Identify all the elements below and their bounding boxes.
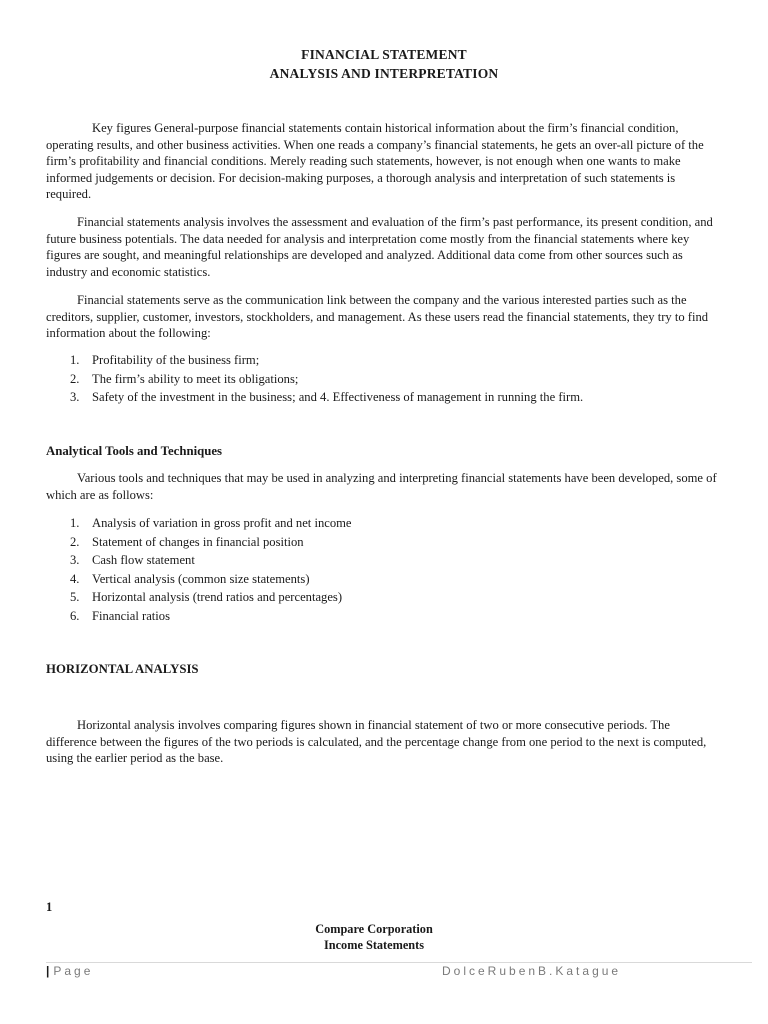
footer-divider xyxy=(46,962,752,963)
list-item: 3. Cash flow statement xyxy=(70,553,195,568)
heading-analytical-tools: Analytical Tools and Techniques xyxy=(46,444,223,458)
communication-paragraph: Financial statements serve as the communication link between the company and the various interested parties such as the creditors, supplier, customer, investors, stockholders, and management. As these users read the financial statements, they try to find information about the following: xyxy=(46,293,709,341)
document-title-line2: ANALYSIS AND INTERPRETATION xyxy=(269,66,499,81)
document-title-line1: FINANCIAL STATEMENT xyxy=(301,47,467,62)
list-item: 1. Analysis of variation in gross profit and net income xyxy=(70,516,352,530)
list-item: 1. Profitability of the business firm; xyxy=(70,353,260,367)
tools-list xyxy=(70,514,352,626)
page-number: 1 xyxy=(46,900,53,914)
list-item: 6. Financial ratios xyxy=(70,608,170,623)
horizontal-paragraph: Horizontal analysis involves comparing figures shown in financial statement of two or more consecutive periods. The difference between the figures of the two periods is calculated, and the percentage change from one period to the next is computed, using the earlier period as the base. xyxy=(46,718,707,766)
analysis-paragraph: Financial statements analysis involves the assessment and evaluation of the firm’s past performance, its present condition, and future business potentials. The data needed for analysis and interpretation come mostly from the financial statements where key figures are sought, and meaningful relationships are developed and analyzed. Additional data come from other sources such as industry and economic statistics. xyxy=(46,215,713,279)
tools-paragraph: Various tools and techniques that may be used in analyzing and interpreting financial statements have been developed, some of which are as follows: xyxy=(46,471,717,502)
heading-horizontal-analysis: HORIZONTAL ANALYSIS xyxy=(46,662,199,676)
information-list xyxy=(70,351,583,407)
list-item: 2. The firm’s ability to meet its obligations; xyxy=(70,371,299,386)
list-item: 4. Vertical analysis (common size statements) xyxy=(70,571,310,586)
list-item: 2. Statement of changes in financial position xyxy=(70,534,304,549)
footer-page-label: | Page xyxy=(46,964,94,978)
footer-author: DolceRubenB.Katague xyxy=(442,964,622,978)
list-item: 5. Horizontal analysis (trend ratios and percentages) xyxy=(70,590,343,605)
company-name: Compare Corporation xyxy=(315,922,433,936)
intro-paragraph: Key figures General-purpose financial statements contain historical information about the firm’s financial condition, operating results, and other business activities. When one reads a company’s financial statements, he gets an over-all picture of the firm’s profitability and financial conditions. Merely reading such statements, however, is not enough when one wants to make informed judgements or decision. For decision-making purposes, a thorough analysis and interpretation of such statements is required. xyxy=(46,121,704,202)
statement-name: Income Statements xyxy=(323,938,425,952)
list-item: 3. Safety of the investment in the business; and 4. Effectiveness of management in running the firm. xyxy=(70,390,584,405)
